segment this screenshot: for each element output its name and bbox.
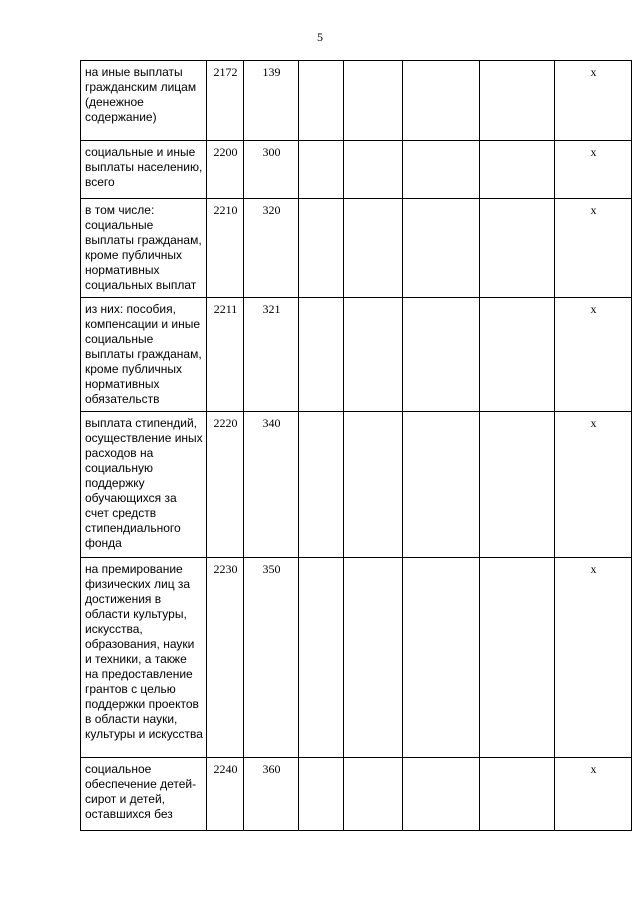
classifier-code-cell: 321 (244, 298, 299, 412)
empty-cell (403, 412, 480, 558)
row-name-cell: из них: пособия, компенсации и иные социальные выплаты гражданам, кроме публичных нормативных обязательств (81, 298, 207, 412)
line-code-cell: 2220 (207, 412, 244, 558)
table-row (81, 141, 632, 199)
line-code-cell: 2240 (207, 758, 244, 831)
mark-cell: x (555, 298, 632, 412)
row-name-cell: социальное обеспечение детей-сирот и детей, оставшихся без (81, 758, 207, 831)
table-row (81, 61, 632, 141)
mark-cell: x (555, 141, 632, 199)
page-number: 5 (317, 30, 323, 44)
empty-cell (344, 298, 403, 412)
empty-cell (480, 412, 555, 558)
table-row (81, 558, 632, 758)
empty-cell (480, 758, 555, 831)
empty-cell (299, 412, 344, 558)
table-row (81, 199, 632, 298)
empty-cell (344, 412, 403, 558)
empty-cell (344, 558, 403, 758)
classifier-code-cell: 320 (244, 199, 299, 298)
mark-cell: x (555, 412, 632, 558)
table-row (81, 412, 632, 558)
classifier-code-cell: 340 (244, 412, 299, 558)
row-name-cell: в том числе: социальные выплаты гражданам, кроме публичных нормативных социальных выплат (81, 199, 207, 298)
empty-cell (299, 61, 344, 141)
empty-cell (344, 61, 403, 141)
empty-cell (299, 199, 344, 298)
empty-cell (480, 61, 555, 141)
empty-cell (299, 298, 344, 412)
row-name-cell: социальные и иные выплаты населению, всего (81, 141, 207, 199)
table-row (81, 298, 632, 412)
mark-cell: x (555, 199, 632, 298)
table-row (81, 758, 632, 831)
mark-cell: x (555, 61, 632, 141)
mark-cell: x (555, 758, 632, 831)
line-code-cell: 2230 (207, 558, 244, 758)
line-code-cell: 2200 (207, 141, 244, 199)
row-name-cell: на премирование физических лиц за достижения в области культуры, искусства, образования, науки и техники, а также на предоставление грантов с целью поддержки проектов в области науки, культуры и искусства (81, 558, 207, 758)
empty-cell (299, 558, 344, 758)
empty-cell (480, 199, 555, 298)
line-code-cell: 2210 (207, 199, 244, 298)
line-code-cell: 2172 (207, 61, 244, 141)
empty-cell (344, 141, 403, 199)
row-name-cell: на иные выплаты гражданским лицам (денежное содержание) (81, 61, 207, 141)
empty-cell (344, 199, 403, 298)
empty-cell (480, 558, 555, 758)
empty-cell (403, 61, 480, 141)
line-code-cell: 2211 (207, 298, 244, 412)
mark-cell: x (555, 558, 632, 758)
empty-cell (480, 298, 555, 412)
classifier-code-cell: 350 (244, 558, 299, 758)
classifier-code-cell: 300 (244, 141, 299, 199)
empty-cell (403, 298, 480, 412)
empty-cell (403, 141, 480, 199)
empty-cell (403, 758, 480, 831)
empty-cell (403, 558, 480, 758)
row-name-cell: выплата стипендий, осуществление иных расходов на социальную поддержку обучающихся за счет средств стипендиального фонда (81, 412, 207, 558)
empty-cell (403, 199, 480, 298)
empty-cell (299, 141, 344, 199)
empty-cell (344, 758, 403, 831)
empty-cell (299, 758, 344, 831)
empty-cell (480, 141, 555, 199)
classifier-code-cell: 360 (244, 758, 299, 831)
budget-table (80, 60, 632, 831)
classifier-code-cell: 139 (244, 61, 299, 141)
